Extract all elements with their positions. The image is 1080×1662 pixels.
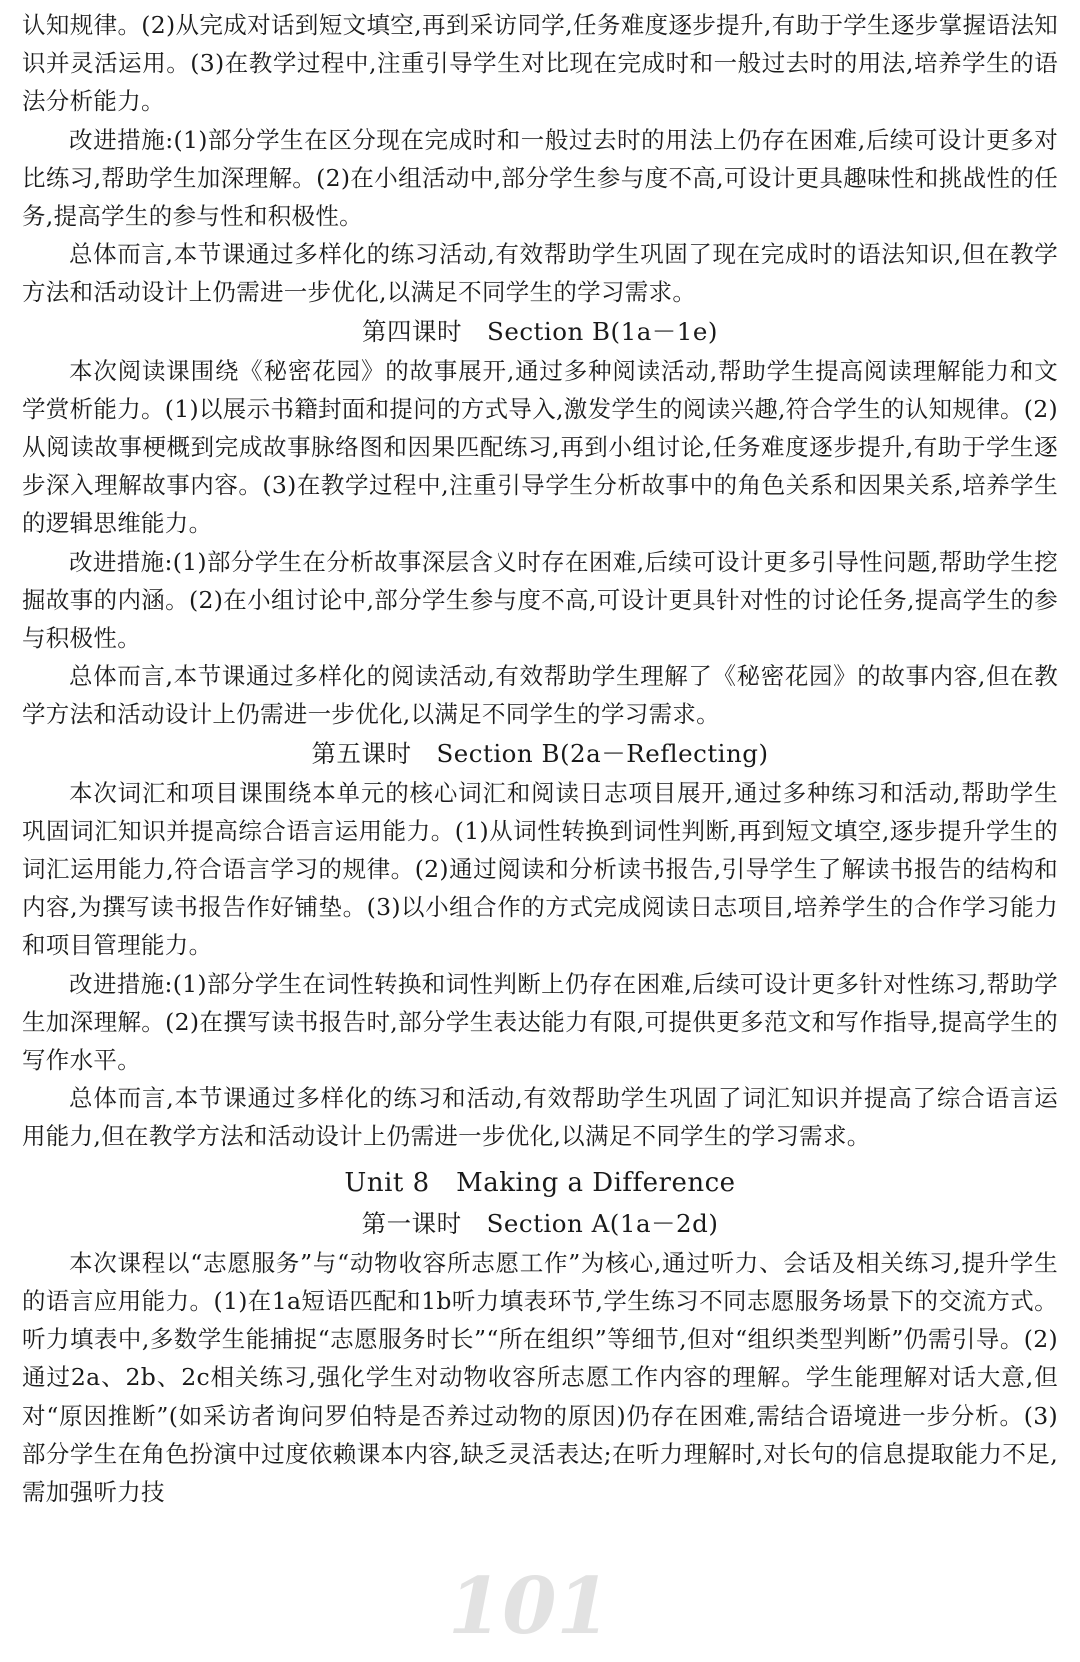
paragraph: 认知规律。(2)从完成对话到短文填空,再到采访同学,任务难度逐步提升,有助于学生逐步掌握语法知识并灵活运用。(3)在教学过程中,注重引导学生对比现在完成时和一般过去时的用法,培养学生的语法分析能力。	[22, 11, 1058, 116]
paragraph: 总体而言,本节课通过多样化的练习和活动,有效帮助学生巩固了词汇知识并提高了综合语言运用能力,但在教学方法和活动设计上仍需进一步优化,以满足不同学生的学习需求。	[22, 1084, 1058, 1151]
paragraph: 本次阅读课围绕《秘密花园》的故事展开,通过多种阅读活动,帮助学生提高阅读理解能力和文学赏析能力。(1)以展示书籍封面和提问的方式导入,激发学生的阅读兴趣,符合学生的认知规律。(2)从阅读故事梗概到完成故事脉络图和因果匹配练习,再到小组讨论,任务难度逐步提升,有助于学生逐步深入理解故事内容。(3)在教学过程中,注重引导学生分析故事中的角色关系和因果关系,培养学生的逻辑思维能力。	[22, 356, 1058, 538]
paragraph: 本次词汇和项目课围绕本单元的核心词汇和阅读日志项目展开,通过多种练习和活动,帮助学生巩固词汇知识并提高综合语言运用能力。(1)从词性转换到词性判断,再到短文填空,逐步提升学生的词汇运用能力,符合语言学习的规律。(2)通过阅读和分析读书报告,引导学生了解读书报告的结构和内容,为撰写读书报告作好铺垫。(3)以小组合作的方式完成阅读日志项目,培养学生的合作学习能力和项目管理能力。	[22, 778, 1058, 960]
lesson-heading: 第一课时 Section A(1a－2d)	[361, 1208, 719, 1238]
page-number: 101	[448, 1561, 611, 1652]
document-page	[22, 6, 1058, 1511]
unit-title: Unit 8 Making a Difference	[344, 1167, 736, 1198]
paragraph: 改进措施:(1)部分学生在词性转换和词性判断上仍存在困难,后续可设计更多针对性练习,帮助学生加深理解。(2)在撰写读书报告时,部分学生表达能力有限,可提供更多范文和写作指导,提高学生的写作水平。	[22, 969, 1058, 1075]
lesson-heading: 第五课时 Section B(2a－Reflecting)	[311, 738, 769, 768]
paragraph: 本次课程以“志愿服务”与“动物收容所志愿工作”为核心,通过听力、会话及相关练习,提升学生的语言应用能力。(1)在1a短语匹配和1b听力填表环节,学生练习不同志愿服务场景下的交流方式。听力填表中,多数学生能捕捉“志愿服务时长”“所在组织”等细节,但对“组织类型判断”仍需引导。(2)通过2a、2b、2c相关练习,强化学生对动物收容所志愿工作内容的理解。学生能理解对话大意,但对“原因推断”(如采访者询问罗伯特是否养过动物的原因)仍存在困难,需结合语境进一步分析。(3)部分学生在角色扮演中过度依赖课本内容,缺乏灵活表达;在听力理解时,对长句的信息提取能力不足,需加强听力技	[22, 1248, 1058, 1506]
paragraph: 总体而言,本节课通过多样化的练习活动,有效帮助学生巩固了现在完成时的语法知识,但在教学方法和活动设计上仍需进一步优化,以满足不同学生的学习需求。	[22, 240, 1058, 307]
lesson-heading: 第四课时 Section B(1a－1e)	[362, 316, 718, 346]
paragraph: 改进措施:(1)部分学生在分析故事深层含义时存在困难,后续可设计更多引导性问题,帮助学生挖掘故事的内涵。(2)在小组讨论中,部分学生参与度不高,可设计更具针对性的讨论任务,提高学生的参与积极性。	[22, 547, 1058, 653]
paragraph: 改进措施:(1)部分学生在区分现在完成时和一般过去时的用法上仍存在困难,后续可设计更多对比练习,帮助学生加深理解。(2)在小组活动中,部分学生参与度不高,可设计更具趣味性和挑战性的任务,提高学生的参与性和积极性。	[22, 125, 1058, 231]
paragraph: 总体而言,本节课通过多样化的阅读活动,有效帮助学生理解了《秘密花园》的故事内容,但在教学方法和活动设计上仍需进一步优化,以满足不同学生的学习需求。	[22, 662, 1058, 729]
